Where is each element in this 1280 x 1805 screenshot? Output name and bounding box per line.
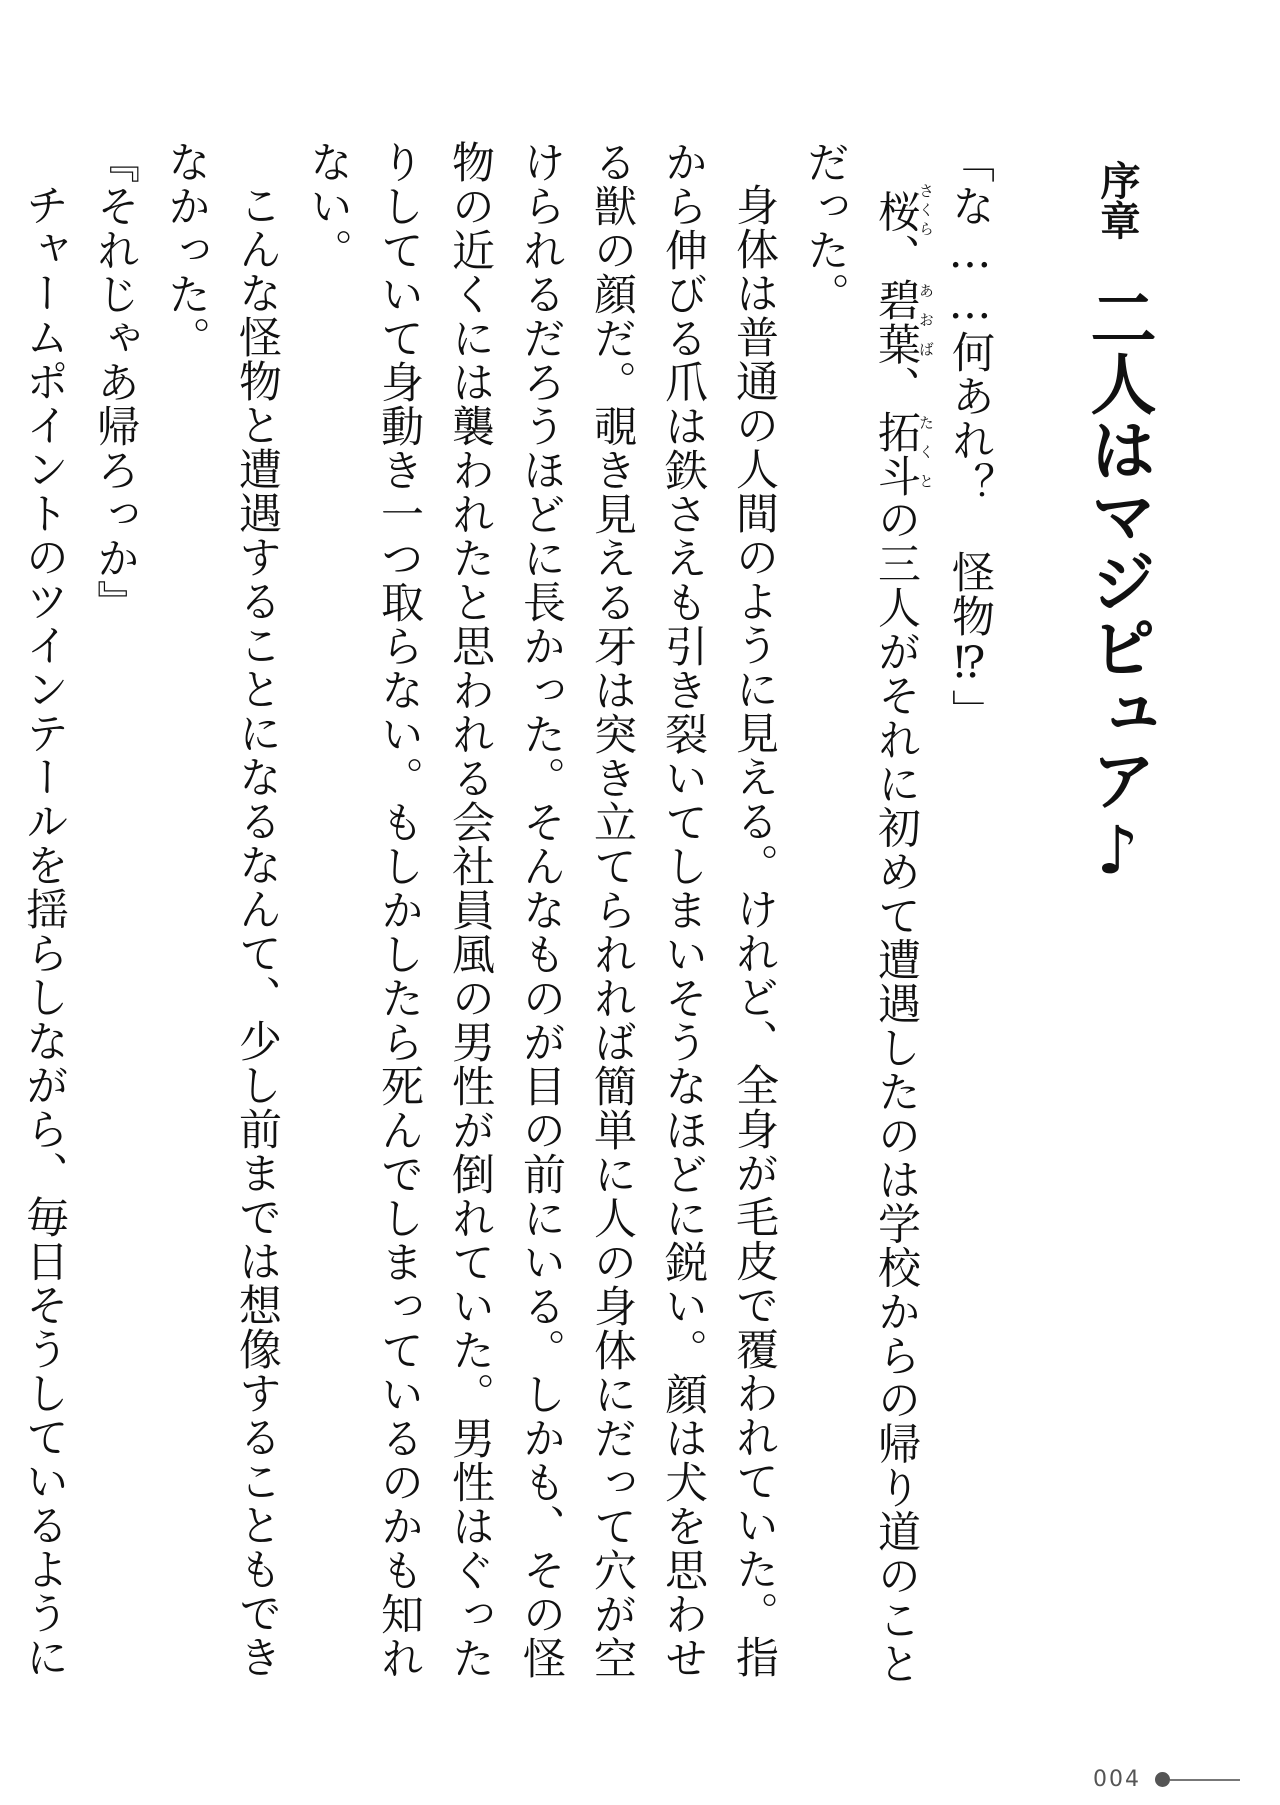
body-text (0, 140, 1005, 1700)
paragraph-narration-3: こんな怪物と遭遇することになるなんて、少し前までは想像することもできなかった。 (161, 140, 282, 1679)
paragraph-narration-4: チャームポイントのツインテールを揺らしながら、毎日そうしているように (19, 183, 69, 1679)
ruby-takuto (871, 409, 935, 498)
folio-dot-icon (1155, 1772, 1170, 1787)
chapter-title: 二人はマジピュア♪ (1079, 284, 1156, 889)
comma-2: 、 (871, 365, 921, 410)
ruby-base-sakura: 桜 (871, 183, 921, 240)
chapter-label: 序章 (1094, 160, 1140, 240)
paragraph-dialogue-1: 「な……何あれ？ 怪物⁉」 (945, 140, 995, 733)
ruby-reading-takuto: たくと (917, 409, 935, 498)
paragraph-narration-2: 身体は普通の人間のように見える。けれど、全身が毛皮で覆われていた。指から伸びる爪は鉄さえも引き裂いてしまいそうなほどに鋭い。顔は犬を思わせる獣の顔だ。覗き見える牙は突き立てられれば簡単に人の身体にだって穴が空けられるだろうほどに長かった。そんなものが目の前にいる。しかも、その怪物の近くには襲われたと思われる会社員風の男性が倒れていた。男性はぐったりしていて身動き一つ取らない。もしかしたら死んでしまっているのかも知れない。 (303, 140, 779, 1680)
folio-rule (1170, 1779, 1240, 1781)
ruby-base-takuto: 拓斗 (871, 409, 921, 498)
paragraph-dialogue-2: 『それじゃあ帰ろっか』 (90, 140, 140, 624)
paragraph-narration-1-rest: の三人がそれに初めて遭遇したのは学校からの帰り道のことだった。 (800, 140, 921, 1686)
paragraph-narration-1 (789, 140, 934, 1700)
comma-1: 、 (871, 233, 921, 278)
ruby-reading-aoba: あおば (917, 277, 935, 366)
page-number: 004 (1093, 1767, 1141, 1792)
ruby-reading-sakura: さくら (917, 183, 935, 240)
chapter-heading (1079, 160, 1156, 889)
ruby-base-aoba: 碧葉 (871, 277, 921, 366)
folio (1093, 1767, 1240, 1792)
ruby-sakura (871, 183, 935, 240)
ruby-aoba (871, 277, 935, 366)
